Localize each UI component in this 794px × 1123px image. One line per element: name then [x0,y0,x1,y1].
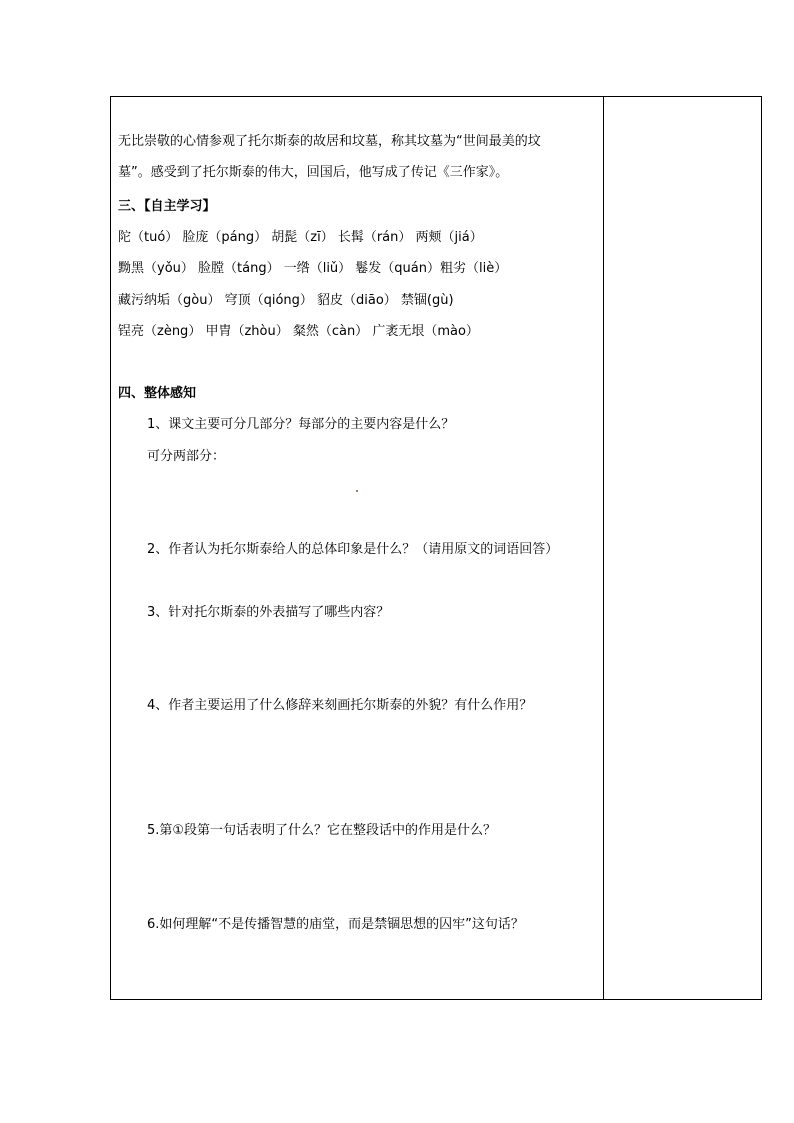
vocab-line: 锃亮（zèng） 甲胄（zhòu） 粲然（càn） 广袤无垠（mào） [118,324,479,339]
question-3: 3、针对托尔斯泰的外表描写了哪些内容？ [147,605,390,620]
section4-heading: 四、整体感知 [118,386,197,401]
vocab-line: 黝黑（yǒu） 脸膛（táng） 一绺（liǔ） 鬈发（quán）粗劣（liè） [118,261,508,276]
answer-1: 可分两部分： [147,449,226,464]
vocab-line: 陀（tuó） 脸庞（páng） 胡髭（zī） 长髯（rán） 两颊（jiá） [118,230,483,245]
question-4: 4、作者主要运用了什么修辞来刻画托尔斯泰的外貌？有什么作用？ [147,698,533,713]
main-content-cell [118,97,598,999]
question-6: 6.如何理解“不是传播智慧的庙堂，而是禁锢思想的囚牢”这句话？ [147,917,524,932]
stray-mark [356,490,358,492]
intro-line-2: 墓”。感受到了托尔斯泰的伟大，回国后，他写成了传记《三作家》。 [118,165,509,180]
worksheet-table [110,96,762,1000]
intro-line-1: 无比崇敬的心情参观了托尔斯泰的故居和坟墓，称其坟墓为“世间最美的坟 [118,134,541,149]
section3-heading: 三、【自主学习】 [118,199,216,214]
vocab-line: 藏污纳垢（gòu） 穹顶（qióng） 貂皮（diāo） 禁锢(gù) [118,293,454,308]
question-1: 1、课文主要可分几部分？每部分的主要内容是什么？ [147,417,455,432]
notes-column [604,97,761,999]
question-2: 2、作者认为托尔斯泰给人的总体印象是什么？（请用原文的词语回答） [147,542,559,557]
question-5: 5.第①段第一句话表明了什么？它在整段话中的作用是什么？ [147,823,497,838]
